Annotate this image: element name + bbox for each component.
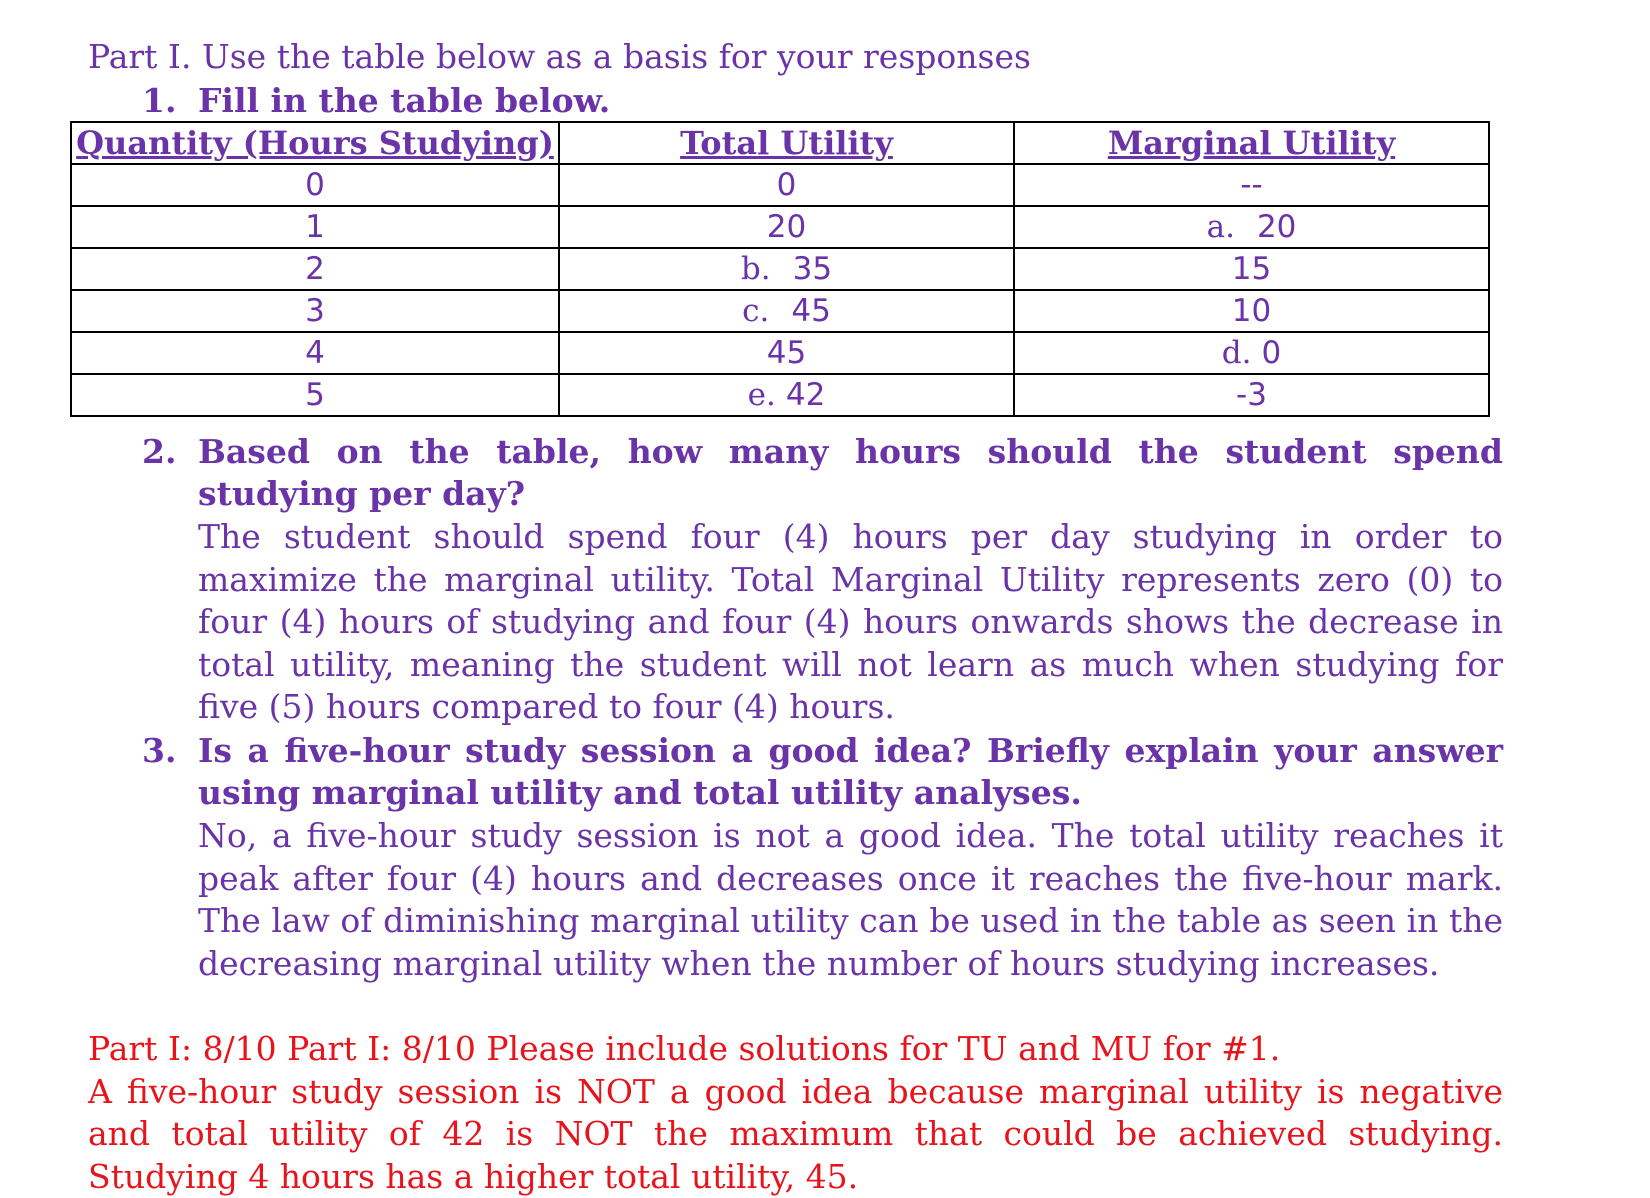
part-heading: Part I. Use the table below as a basis for your responses xyxy=(88,37,1031,76)
cell-marginal-utility xyxy=(1014,374,1489,416)
cell-quantity: 2 xyxy=(71,248,559,290)
table-row xyxy=(71,248,1489,290)
question-3-text: Is a five-hour study session a good idea? Briefly explain your answer using marginal utility and total utility analyses. xyxy=(198,731,1503,812)
question-1-text: Fill in the table below. xyxy=(198,81,611,120)
cell-total-utility-value: 45 xyxy=(791,293,831,329)
cell-total-utility-value: 42 xyxy=(785,377,826,413)
cell-marginal-utility xyxy=(1014,248,1489,290)
table-header-row xyxy=(71,122,1489,164)
cell-marginal-utility-value: -3 xyxy=(1236,377,1267,413)
cell-total-utility-value: 0 xyxy=(776,167,797,203)
cell-quantity: 5 xyxy=(71,374,559,416)
table-row xyxy=(71,332,1489,374)
grader-feedback xyxy=(88,1028,1503,1198)
table-row xyxy=(71,164,1489,206)
cell-total-utility xyxy=(559,248,1014,290)
cell-marginal-utility-value: 20 xyxy=(1256,209,1297,245)
header-total-utility: Total Utility xyxy=(559,122,1014,164)
cell-quantity: 3 xyxy=(71,290,559,332)
cell-marginal-utility xyxy=(1014,164,1489,206)
cell-total-utility-value: 20 xyxy=(766,209,807,245)
cell-total-utility xyxy=(559,164,1014,206)
cell-total-utility-value: 35 xyxy=(792,251,833,287)
cell-total-utility-value: 45 xyxy=(766,335,807,371)
cell-marginal-utility-value: 10 xyxy=(1231,293,1272,329)
cell-total-utility xyxy=(559,290,1014,332)
header-marginal-utility: Marginal Utility xyxy=(1014,122,1489,164)
cell-marginal-utility-value: 0 xyxy=(1261,335,1282,371)
table-row xyxy=(71,374,1489,416)
cell-total-utility xyxy=(559,206,1014,248)
cell-quantity: 4 xyxy=(71,332,559,374)
question-1-number: 1. xyxy=(142,81,177,120)
feedback-score-line: Part I: 8/10 Part I: 8/10 Please include solutions for TU and MU for #1. xyxy=(88,1029,1281,1068)
header-quantity: Quantity (Hours Studying) xyxy=(71,122,559,164)
cell-total-utility xyxy=(559,374,1014,416)
cell-marginal-utility xyxy=(1014,206,1489,248)
feedback-comment: A five-hour study session is NOT a good idea because marginal utility is negative and total utility of 42 is NOT the maximum that could be achieved studying. Studying 4 hours has a higher total utility, 45. xyxy=(88,1071,1503,1196)
question-2-number: 2. xyxy=(142,432,177,471)
cell-marginal-utility xyxy=(1014,290,1489,332)
cell-marginal-utility xyxy=(1014,332,1489,374)
table-row xyxy=(71,290,1489,332)
answer-label-a: a. xyxy=(1206,209,1235,245)
answer-label-e: e. xyxy=(747,377,776,413)
cell-quantity: 1 xyxy=(71,206,559,248)
answer-label-c: c. xyxy=(742,293,770,329)
table-row xyxy=(71,206,1489,248)
cell-total-utility xyxy=(559,332,1014,374)
question-2-answer: The student should spend four (4) hours per day studying in order to maximize the marginal utility. Total Marginal Utility represents zero (0) to four (4) hours of studying and four (4) hours onwards shows the decrease in total utility, meaning the student will not learn as much when studying for five (5) hours compared to four (4) hours. xyxy=(198,517,1503,726)
question-3-number: 3. xyxy=(142,731,177,770)
question-2-text: Based on the table, how many hours should the student spend studying per day? xyxy=(198,432,1503,513)
utility-table xyxy=(70,121,1490,417)
cell-marginal-utility-value: 15 xyxy=(1231,251,1272,287)
question-3-answer: No, a five-hour study session is not a good idea. The total utility reaches it peak after four (4) hours and decreases once it reaches the five-hour mark. The law of diminishing marginal utility can be used in the table as seen in the decreasing marginal utility when the number of hours studying increases. xyxy=(198,816,1503,983)
cell-marginal-utility-value: -- xyxy=(1240,167,1263,203)
answer-label-d: d. xyxy=(1221,335,1252,371)
cell-quantity: 0 xyxy=(71,164,559,206)
answer-label-b: b. xyxy=(740,251,771,287)
